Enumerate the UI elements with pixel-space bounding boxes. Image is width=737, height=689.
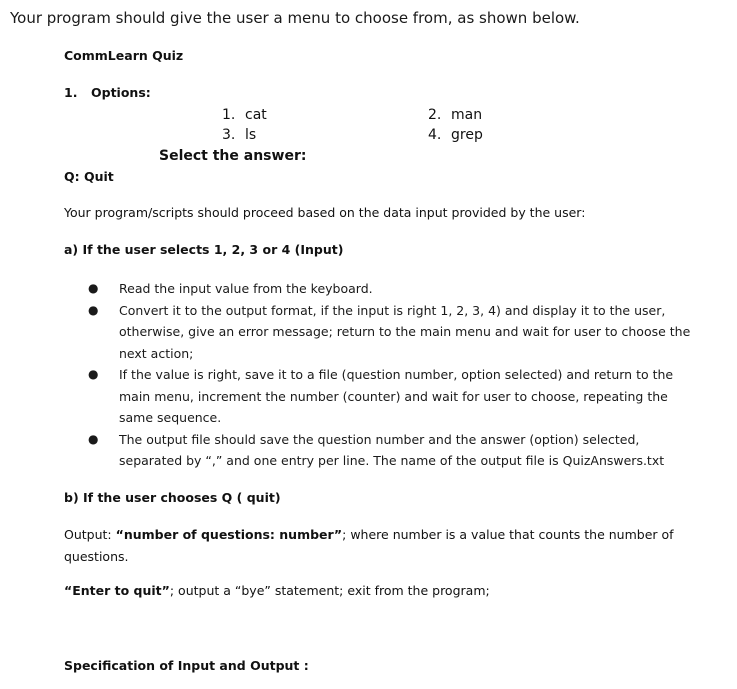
bullet-text: Read the input value from the keyboard. [119, 281, 373, 296]
option-text: cat [245, 107, 267, 123]
list-item [84, 300, 704, 365]
list-item [84, 278, 704, 300]
option-item [222, 107, 267, 123]
select-answer-prompt: Select the answer: [159, 148, 307, 164]
option-number: 2. [428, 107, 442, 123]
bullet-icon: ● [88, 281, 99, 295]
option-text: ls [245, 127, 257, 143]
option-text: man [451, 107, 483, 123]
bullet-icon: ● [88, 431, 99, 446]
option-item [428, 127, 483, 143]
list-item [84, 364, 704, 429]
option-item [222, 127, 256, 143]
options-label: Options: [91, 85, 151, 100]
bullet-text: If the value is right, save it to a file (question number, option selected) and return to the main menu, increment the number (counter) and wait for user to choose, repeating the same sequence. [119, 367, 674, 425]
enter-to-quit-label: “Enter to quit” [64, 583, 170, 598]
output-description: ; where number is a value that counts the number of questions. [64, 527, 674, 564]
case-a-heading: a) If the user selects 1, 2, 3 or 4 (Input) [64, 242, 344, 257]
option-number: 1. [222, 107, 236, 123]
bullet-text: Convert it to the output format, if the input is right 1, 2, 3, 4) and display it to the user, otherwise, give an error message; return to the main menu and wait for user to choose the next action; [119, 302, 691, 361]
quiz-title: CommLearn Quiz [64, 48, 184, 63]
output-paragraph [64, 524, 704, 568]
option-item [428, 107, 482, 123]
options-number: 1. [64, 85, 78, 100]
proceed-text: Your program/scripts should proceed based on the data input provided by the user: [64, 205, 586, 220]
quit-option: Q: Quit [64, 169, 114, 184]
intro-text: Your program should give the user a menu to choose from, as shown below. [10, 9, 580, 27]
enter-to-quit-paragraph [64, 583, 490, 598]
bullet-icon: ● [88, 367, 99, 381]
output-prefix: Output: [64, 527, 116, 542]
option-text: grep [451, 127, 483, 143]
options-heading [64, 85, 151, 100]
enter-to-quit-description: ; output a “bye” statement; exit from the program; [169, 583, 490, 598]
output-format: “number of questions: number” [115, 527, 343, 542]
case-b-heading: b) If the user chooses Q ( quit) [64, 490, 281, 505]
case-a-bullet-list [84, 278, 704, 472]
spec-heading: Specification of Input and Output : [64, 658, 309, 673]
bullet-text: The output file should save the question number and the answer (option) selected, separated by “,” and one entry per line. The name of the output file is QuizAnswers.txt [119, 431, 665, 468]
option-number: 3. [222, 127, 236, 143]
bullet-icon: ● [88, 302, 99, 317]
list-item [84, 429, 704, 472]
option-number: 4. [428, 127, 442, 143]
